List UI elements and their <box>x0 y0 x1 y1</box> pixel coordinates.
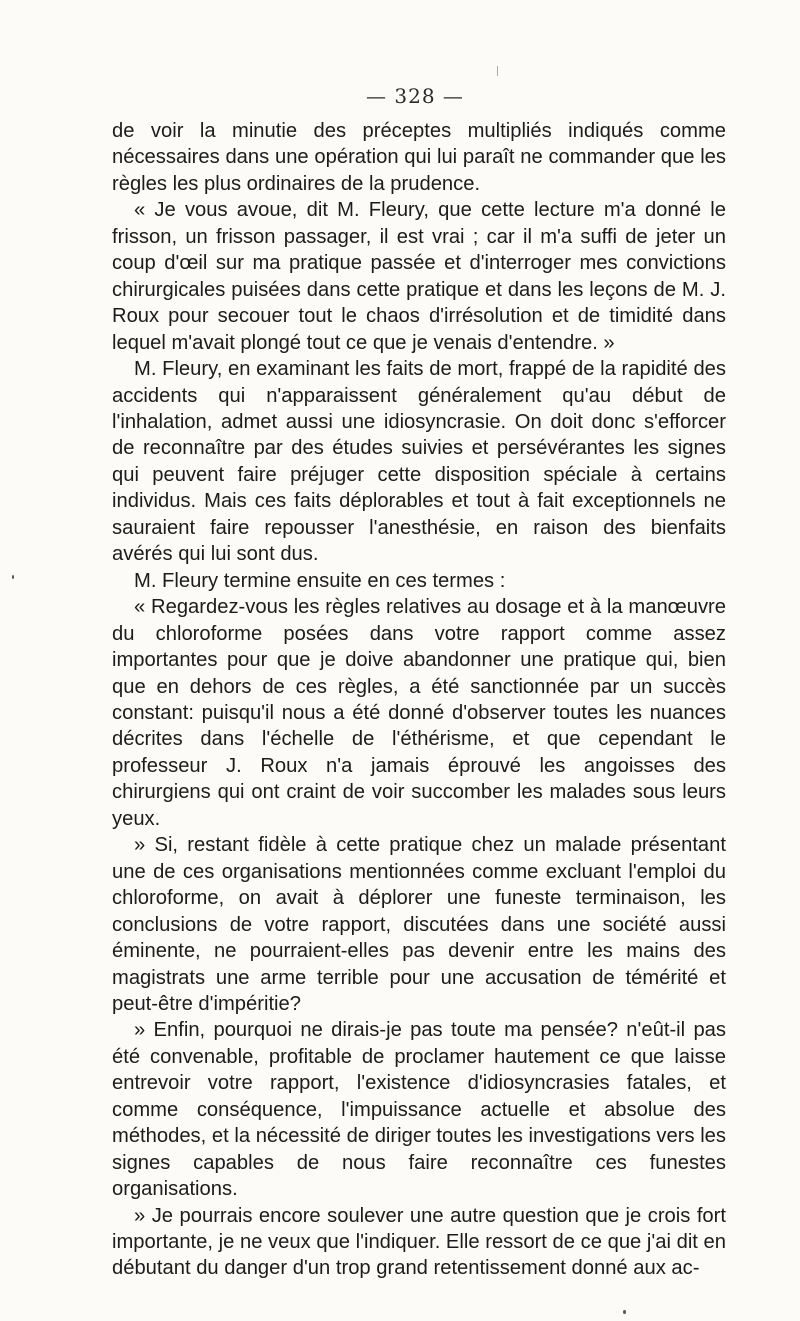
page-number: — 328 — <box>366 84 464 108</box>
body-text <box>112 118 726 1282</box>
paper-speck <box>12 575 14 579</box>
paragraph-fleury-conclusion-intro: M. Fleury termine ensuite en ces termes : <box>134 569 506 592</box>
paper-mark <box>497 66 498 76</box>
paragraph-continuation: de voir la minutie des préceptes multipliés indiqués comme nécessaires dans une opération qui lui paraît ne commander que les règles les plus ordinaires de la prudence. <box>112 120 726 195</box>
paragraph-fleury-examination: M. Fleury, en examinant les faits de mort, frappé de la rapidité des accidents qui n'apparaissent généralement qu'au début de l'inhalation, admet aussi une idiosyncrasie. On doit donc s'efforcer de reconnaître par des études suivies et persévérantes les signes qui peuvent faire préjuger cette disposition spéciale à certains individus. Mais ces faits déplorables et tout à fait exceptionnels ne sauraient faire repousser l'anesthésie, en raison des bienfaits avérés qui lui sont dus. <box>112 358 726 566</box>
paper-speck <box>623 1310 626 1314</box>
paragraph-fleury-quote: « Je vous avoue, dit M. Fleury, que cette lecture m'a donné le frisson, un frisson passager, il est vrai ; car il m'a suffi de jeter un coup d'œil sur ma pratique passée et d'interroger mes convictions chirurgicales puisées dans cette pratique et dans les leçons de M. J. Roux pour secouer tout le chaos d'irrésolution et de timidité dans lequel m'avait plongé tout ce que je venais d'entendre. » <box>112 199 726 354</box>
paragraph-dosage-rules: « Regardez-vous les règles relatives au dosage et à la manœuvre du chloroforme posées dans votre rapport comme assez importantes pour que je doive abandonner une pratique qui, bien que en dehors de ces règles, a été sanctionnée par un succès constant: puisqu'il nous a été donné d'observer toutes les nuances décrites dans l'échelle de l'éthérisme, et que cependant le professeur J. Roux n'a jamais éprouvé les angoisses des chirurgiens qui ont craint de voir succomber les malades sous leurs yeux. <box>112 596 726 830</box>
paragraph-question: » Je pourrais encore soulever une autre question que je crois fort importante, je ne veux que l'indiquer. Elle ressort de ce que j'ai dit en débutant du danger d'un trop grand retentissement donné aux ac- <box>112 1204 726 1280</box>
paragraph-enfin: » Enfin, pourquoi ne dirais-je pas toute ma pensée? n'eût-il pas été convenable, profitable de proclamer hautement ce que laisse entrevoir votre rapport, l'existence d'idiosyncrasies fatales, et comme conséquence, l'impuissance actuelle et absolue des méthodes, et la nécessité de diriger toutes les investigations vers les signes capables de nous faire reconnaître ces funestes organisations. <box>112 1019 726 1201</box>
paragraph-fidelity: » Si, restant fidèle à cette pratique chez un malade présentant une de ces organisations mentionnées comme excluant l'emploi du chloroforme, on avait à déplorer une funeste terminaison, les conclusions de votre rapport, discutées dans une société aussi éminente, ne pourraient-elles pas devenir entre les mains des magistrats une arme terrible pour une accusation de témérité et peut-être d'impéritie? <box>112 834 726 1015</box>
